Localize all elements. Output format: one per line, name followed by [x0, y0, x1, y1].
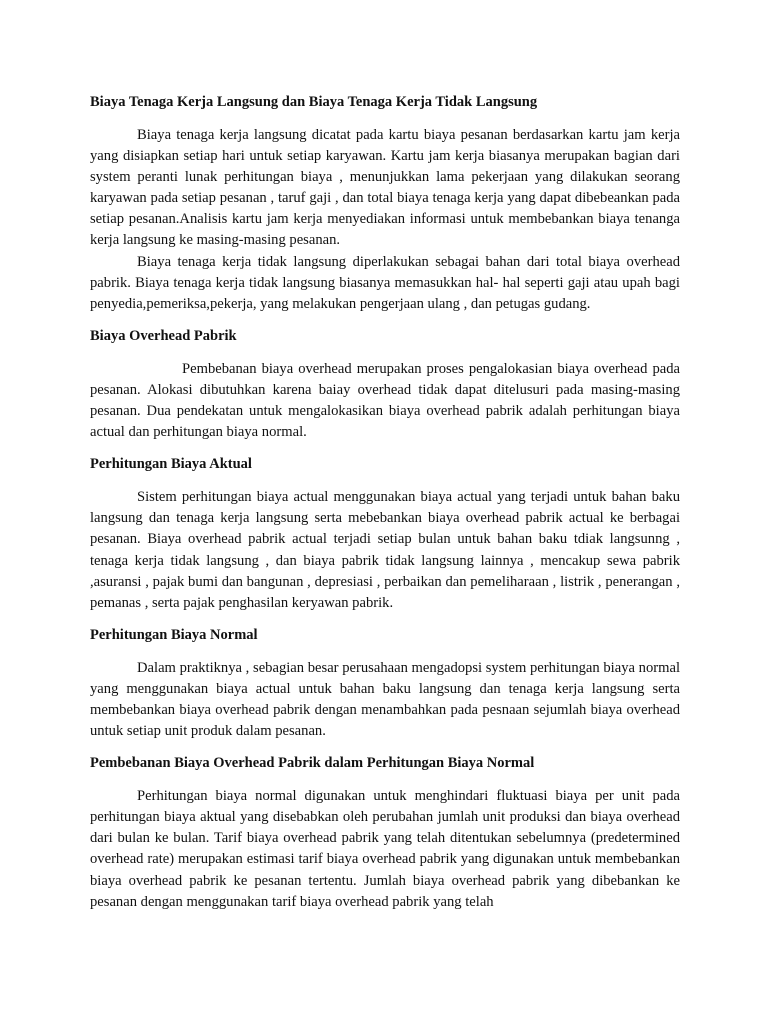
paragraph-pembebanan-overhead: Perhitungan biaya normal digunakan untuk menghindari fluktuasi biaya per unit pada perhitungan biaya aktual yang disebabkan oleh perubahan jumlah unit produksi dan biaya overhead dari bulan ke bulan. Tarif biaya overhead pabrik yang telah ditentukan sebelumnya (predetermined overhead rate) merupakan estimasi tarif biaya overhead pabrik yang digunakan untuk membebankan biaya overhead pabrik ke pesanan tertentu. Jumlah biaya overhead pabrik yang dibebankan ke pesanan dengan menggunakan tarif biaya overhead pabrik yang telah	[90, 788, 680, 910]
paragraph-tenaga-kerja-tidak-langsung: Biaya tenaga kerja tidak langsung diperlakukan sebagai bahan dari total biaya overhead pabrik. Biaya tenaga kerja tidak langsung biasanya memasukkan hal- hal seperti gaji atau upah bagi penyedia,pemeriksa,pekerja, yang melakukan pengerjaan ulang , dan petugas gudang.	[90, 253, 680, 312]
heading-pembebanan-overhead: Pembebanan Biaya Overhead Pabrik dalam Perhitungan Biaya Normal	[90, 755, 535, 772]
heading-biaya-aktual: Perhitungan Biaya Aktual	[90, 456, 252, 473]
paragraph-overhead-pabrik: Pembebanan biaya overhead merupakan proses pengalokasian biaya overhead pada pesanan. Alokasi dibutuhkan karena baiay overhead tidak dapat ditelusuri pada masing-masing pesanan. Dua pendekatan untuk mengalokasikan biaya overhead pabrik adalah perhitungan biaya actual dan perhitungan biaya normal.	[90, 360, 680, 441]
paragraph-biaya-normal: Dalam praktiknya , sebagian besar perusahaan mengadopsi system perhitungan biaya normal yang menggunakan biaya actual untuk bahan baku langsung dan tenaga kerja langsung serta membebankan biaya overhead pabrik dengan menambahkan pada pesnaan sejumlah biaya overhead untuk setiap unit produk dalam pesanan.	[90, 659, 680, 740]
heading-biaya-normal: Perhitungan Biaya Normal	[90, 626, 258, 643]
heading-overhead-pabrik: Biaya Overhead Pabrik	[90, 327, 237, 344]
paragraph-tenaga-kerja-langsung: Biaya tenaga kerja langsung dicatat pada kartu biaya pesanan berdasarkan kartu jam kerja yang disiapkan setiap hari untuk setiap karyawan. Kartu jam kerja biasanya merupakan bagian dari system peranti lunak perhitungan biaya , menunjukkan lama pekerjaan yang dilakukan seorang karyawan pada setiap pesanan , taruf gaji , dan total biaya tenaga kerja yang dapat dibebeankan pada setiap pesanan.Analisis kartu jam kerja menyediakan informasi untuk membebankan biaya tenanga kerja langsung ke masing-masing pesanan.	[90, 127, 680, 249]
heading-tenaga-kerja: Biaya Tenaga Kerja Langsung dan Biaya Tenaga Kerja Tidak Langsung	[90, 94, 538, 110]
paragraph-biaya-aktual: Sistem perhitungan biaya actual menggunakan biaya actual yang terjadi untuk bahan baku langsung dan tenaga kerja langsung serta mebebankan biaya overhead pabrik actual ke berbagai pesanan. Biaya overhead pabrik actual terjadi setiap bulan untuk bahan baku tdiak langsunng , tenaga kerja tidak langsung , dan biaya pabrik tidak langsung lainnya , mencakup sewa pabrik ,asuransi , pajak bumi dan bangunan , depresiasi , perbaikan dan pemeliharaan , listrik , penerangan , pemanas , serta pajak penghasilan keryawan pabrik.	[90, 489, 680, 611]
